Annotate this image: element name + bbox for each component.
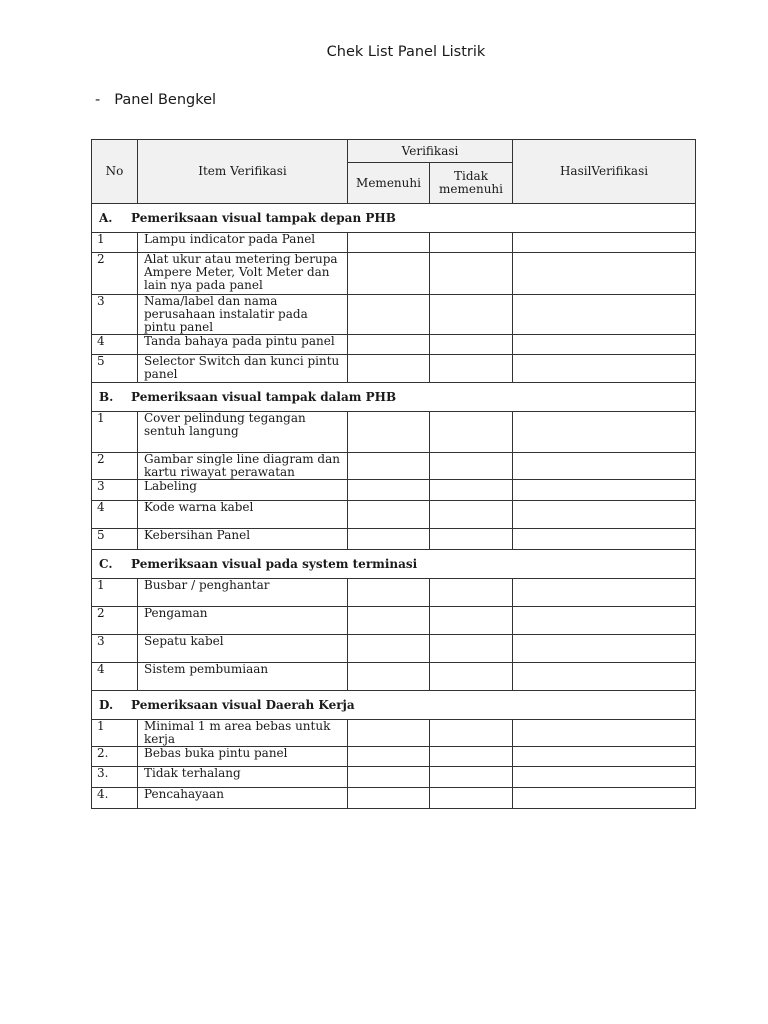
row-item: Lampu indicator pada Panel — [138, 233, 348, 253]
cell-hasil[interactable] — [513, 412, 696, 453]
cell-tidak-memenuhi[interactable] — [430, 720, 513, 747]
row-number: 2 — [92, 253, 138, 295]
header-hasil: HasilVerifikasi — [513, 140, 696, 204]
cell-memenuhi[interactable] — [348, 412, 430, 453]
cell-tidak-memenuhi[interactable] — [430, 412, 513, 453]
cell-tidak-memenuhi[interactable] — [430, 453, 513, 480]
table-row — [92, 720, 696, 747]
subtitle-bullet: - — [95, 92, 101, 108]
row-number: 2 — [92, 607, 138, 635]
row-number: 5 — [92, 529, 138, 550]
row-item: Tanda bahaya pada pintu panel — [138, 335, 348, 355]
cell-hasil[interactable] — [513, 295, 696, 335]
cell-memenuhi[interactable] — [348, 720, 430, 747]
checklist-table — [91, 139, 696, 809]
cell-hasil[interactable] — [513, 480, 696, 501]
section-title-text: Pemeriksaan visual tampak dalam PHB — [131, 389, 397, 404]
section-row — [92, 204, 696, 233]
row-item: Sistem pembumiaan — [138, 663, 348, 691]
table-row — [92, 635, 696, 663]
header-tidak-memenuhi: Tidak memenuhi — [430, 163, 513, 204]
cell-tidak-memenuhi[interactable] — [430, 529, 513, 550]
cell-tidak-memenuhi[interactable] — [430, 335, 513, 355]
table-row — [92, 253, 696, 295]
row-number: 5 — [92, 355, 138, 383]
table-row — [92, 663, 696, 691]
row-number: 2 — [92, 453, 138, 480]
cell-hasil[interactable] — [513, 607, 696, 635]
row-number: 3 — [92, 635, 138, 663]
row-item: Busbar / penghantar — [138, 579, 348, 607]
section-title — [92, 691, 696, 720]
cell-memenuhi[interactable] — [348, 501, 430, 529]
row-item: Labeling — [138, 480, 348, 501]
table-row — [92, 747, 696, 767]
cell-hasil[interactable] — [513, 579, 696, 607]
row-number: 1 — [92, 720, 138, 747]
cell-tidak-memenuhi[interactable] — [430, 747, 513, 767]
cell-memenuhi[interactable] — [348, 767, 430, 788]
row-number: 3. — [92, 767, 138, 788]
subtitle-text: Panel Bengkel — [114, 92, 217, 108]
cell-memenuhi[interactable] — [348, 453, 430, 480]
section-letter: C. — [99, 556, 113, 571]
header-verifikasi: Verifikasi — [348, 140, 513, 163]
document-subtitle — [95, 92, 216, 108]
cell-memenuhi[interactable] — [348, 747, 430, 767]
cell-memenuhi[interactable] — [348, 233, 430, 253]
table-row — [92, 529, 696, 550]
cell-memenuhi[interactable] — [348, 355, 430, 383]
section-letter: A. — [99, 210, 113, 225]
section-row — [92, 550, 696, 579]
row-number: 3 — [92, 480, 138, 501]
cell-tidak-memenuhi[interactable] — [430, 635, 513, 663]
table-row — [92, 767, 696, 788]
table-row — [92, 233, 696, 253]
cell-tidak-memenuhi[interactable] — [430, 579, 513, 607]
cell-tidak-memenuhi[interactable] — [430, 480, 513, 501]
cell-tidak-memenuhi[interactable] — [430, 767, 513, 788]
section-title — [92, 550, 696, 579]
cell-memenuhi[interactable] — [348, 480, 430, 501]
section-letter: D. — [99, 697, 114, 712]
row-item: Gambar single line diagram dan kartu riwayat perawatan — [138, 453, 348, 480]
cell-memenuhi[interactable] — [348, 579, 430, 607]
table-row — [92, 501, 696, 529]
row-item: Cover pelindung tegangan sentuh langung — [138, 412, 348, 453]
row-item: Kebersihan Panel — [138, 529, 348, 550]
cell-memenuhi[interactable] — [348, 607, 430, 635]
document-title: Chek List Panel Listrik — [326, 44, 486, 60]
table-row — [92, 788, 696, 809]
table-row — [92, 335, 696, 355]
cell-hasil[interactable] — [513, 233, 696, 253]
table-row — [92, 579, 696, 607]
cell-tidak-memenuhi[interactable] — [430, 663, 513, 691]
cell-memenuhi[interactable] — [348, 295, 430, 335]
cell-hasil[interactable] — [513, 253, 696, 295]
row-item: Pencahayaan — [138, 788, 348, 809]
row-number: 4. — [92, 788, 138, 809]
cell-memenuhi[interactable] — [348, 529, 430, 550]
row-item: Bebas buka pintu panel — [138, 747, 348, 767]
row-item: Selector Switch dan kunci pintu panel — [138, 355, 348, 383]
cell-tidak-memenuhi[interactable] — [430, 501, 513, 529]
cell-hasil[interactable] — [513, 453, 696, 480]
section-row — [92, 383, 696, 412]
cell-hasil[interactable] — [513, 747, 696, 767]
row-item: Sepatu kabel — [138, 635, 348, 663]
cell-hasil[interactable] — [513, 529, 696, 550]
row-item: Nama/label dan nama perusahaan instalatir pada pintu panel — [138, 295, 348, 335]
header-no: No — [92, 140, 138, 204]
row-item: Alat ukur atau metering berupa Ampere Meter, Volt Meter dan lain nya pada panel — [138, 253, 348, 295]
section-title-text: Pemeriksaan visual Daerah Kerja — [131, 697, 355, 712]
cell-hasil[interactable] — [513, 355, 696, 383]
row-number: 2. — [92, 747, 138, 767]
cell-tidak-memenuhi[interactable] — [430, 788, 513, 809]
cell-memenuhi[interactable] — [348, 788, 430, 809]
section-row — [92, 691, 696, 720]
cell-memenuhi[interactable] — [348, 663, 430, 691]
cell-hasil[interactable] — [513, 501, 696, 529]
cell-memenuhi[interactable] — [348, 335, 430, 355]
table-row — [92, 295, 696, 335]
cell-tidak-memenuhi[interactable] — [430, 253, 513, 295]
cell-hasil[interactable] — [513, 335, 696, 355]
checklist-body — [92, 204, 696, 809]
section-title-text: Pemeriksaan visual pada system terminasi — [131, 556, 418, 571]
cell-hasil[interactable] — [513, 635, 696, 663]
section-title — [92, 204, 696, 233]
section-title-text: Pemeriksaan visual tampak depan PHB — [131, 210, 396, 225]
cell-tidak-memenuhi[interactable] — [430, 355, 513, 383]
row-number: 1 — [92, 579, 138, 607]
section-letter: B. — [99, 389, 114, 404]
table-row — [92, 453, 696, 480]
cell-hasil[interactable] — [513, 663, 696, 691]
table-row — [92, 355, 696, 383]
row-item: Kode warna kabel — [138, 501, 348, 529]
row-number: 1 — [92, 412, 138, 453]
cell-hasil[interactable] — [513, 767, 696, 788]
row-number: 4 — [92, 335, 138, 355]
row-item: Pengaman — [138, 607, 348, 635]
cell-hasil[interactable] — [513, 788, 696, 809]
cell-tidak-memenuhi[interactable] — [430, 607, 513, 635]
cell-memenuhi[interactable] — [348, 635, 430, 663]
row-item: Minimal 1 m area bebas untuk kerja — [138, 720, 348, 747]
cell-memenuhi[interactable] — [348, 253, 430, 295]
cell-tidak-memenuhi[interactable] — [430, 295, 513, 335]
cell-tidak-memenuhi[interactable] — [430, 233, 513, 253]
section-title — [92, 383, 696, 412]
cell-hasil[interactable] — [513, 720, 696, 747]
row-item: Tidak terhalang — [138, 767, 348, 788]
table-row — [92, 607, 696, 635]
header-memenuhi: Memenuhi — [348, 163, 430, 204]
row-number: 4 — [92, 663, 138, 691]
table-row — [92, 412, 696, 453]
row-number: 3 — [92, 295, 138, 335]
row-number: 4 — [92, 501, 138, 529]
row-number: 1 — [92, 233, 138, 253]
table-row — [92, 480, 696, 501]
header-item: Item Verifikasi — [138, 140, 348, 204]
